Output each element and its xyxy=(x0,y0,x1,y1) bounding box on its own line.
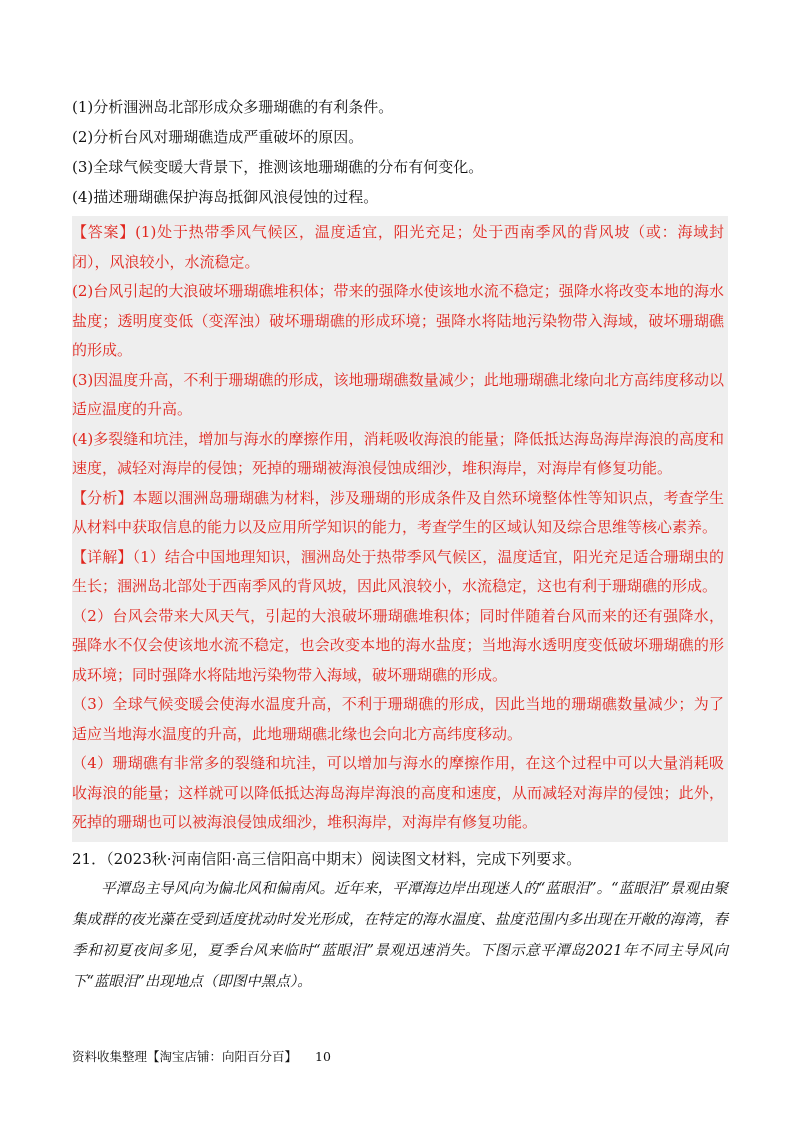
detail-2: （2）台风会带来大风天气，引起的大浪破坏珊瑚礁堆积体；同时伴随着台风而来的还有强降水，强降水不仅会使该地水流不稳定，也会改变本地的海水盐度；当地海水透明度变低破坏珊瑚礁的形成环境；同时强降水将陆地污染物带入海域，破坏珊瑚礁的形成。 xyxy=(72,606,724,684)
detail-tag: 【详解】 xyxy=(72,547,133,566)
answer-4: (4)多裂缝和坑洼，增加与海水的摩擦作用，消耗吸收海浪的能量；降低抵达海岛海岸海浪的高度和速度，减轻对海岸的侵蚀；死掉的珊瑚被海浪侵蚀成细沙，堆积海岸，对海岸有修复功能。 xyxy=(72,429,724,477)
answer-3: (3)因温度升高，不利于珊瑚礁的形成，该地珊瑚礁数量减少；此地珊瑚礁北缘向北方高纬度移动以适应温度的升高。 xyxy=(72,370,724,418)
answer-1: 【答案】(1)处于热带季风气候区，温度适宜，阳光充足；处于西南季风的背风坡（或：海域封闭），风浪较小，水流稳定。 xyxy=(72,223,724,271)
material-paragraph: 平潭岛主导风向为偏北风和偏南风。近年来，平潭海边岸出现迷人的“蓝眼泪”。“蓝眼泪”景观由聚集成群的夜光藻在受到适度扰动时发光形成，在特定的海水温度、盐度范围内多出现在开敞的海湾，春季和初夏夜间多见，夏季台风来临时“蓝眼泪”景观迅速消失。下图示意平潭岛2021年不同主导风向下“蓝眼泪”出现地点（即图中黑点）。 xyxy=(72,880,728,990)
question-21-header: 21．（2023秋·河南信阳·高三信阳高中期末）阅读图文材料，完成下列要求。 xyxy=(72,849,582,868)
question-4: (4)描述珊瑚礁保护海岛抵御风浪侵蚀的过程。 xyxy=(72,188,379,206)
footer-text: 资料收集整理【淘宝店铺：向阳百分百】 xyxy=(72,1049,298,1064)
question-1: (1)分析涠洲岛北部形成众多珊瑚礁的有利条件。 xyxy=(72,98,394,116)
document-page xyxy=(72,92,728,998)
question-3: (3)全球气候变暖大背景下，推测该地珊瑚礁的分布有何变化。 xyxy=(72,158,484,176)
page-footer xyxy=(72,1047,345,1065)
page-number: 10 xyxy=(315,1049,331,1064)
answer-2: (2)台风引起的大浪破坏珊瑚礁堆积体；带来的强降水使该地水流不稳定；强降水将改变本地的海水盐度；透明度变低（变浑浊）破坏珊瑚礁的形成环境；强降水将陆地污染物带入海域，破坏珊瑚礁的形成。 xyxy=(72,282,724,359)
answer-box xyxy=(72,216,728,842)
question-2: (2)分析台风对珊瑚礁造成严重破坏的原因。 xyxy=(72,128,364,146)
detail-3: （3）全球气候变暖会使海水温度升高，不利于珊瑚礁的形成，因此当地的珊瑚礁数量减少；为了适应当地海水温度的升高，此地珊瑚礁北缘也会向北方高纬度移动。 xyxy=(72,695,724,743)
answer-tag: 【答案】 xyxy=(72,223,136,241)
detail-4: （4）珊瑚礁有非常多的裂缝和坑洼，可以增加与海水的摩擦作用，在这个过程中可以大量消耗吸收海浪的能量；这样就可以降低抵达海岛海岸海浪的高度和速度，从而减轻对海岸的侵蚀；此外，死掉的珊瑚也可以被海浪侵蚀成细沙，堆积海岸，对海岸有修复功能。 xyxy=(72,754,724,831)
detail-1: 【详解】（1）结合中国地理知识，涠洲岛处于热带季风气候区，温度适宜，阳光充足适合珊瑚虫的生长；涠洲岛北部处于西南季风的背风坡，因此风浪较小，水流稳定，这也有利于珊瑚礁的形成。 xyxy=(72,547,724,595)
analysis: 【分析】本题以涠洲岛珊瑚礁为材料，涉及珊瑚的形成条件及自然环境整体性等知识点，考查学生从材料中获取信息的能力以及应用所学知识的能力，考查学生的区域认知及综合思维等核心素养。 xyxy=(72,488,724,536)
question-21-material xyxy=(72,874,728,998)
analysis-tag: 【分析】 xyxy=(72,488,133,507)
